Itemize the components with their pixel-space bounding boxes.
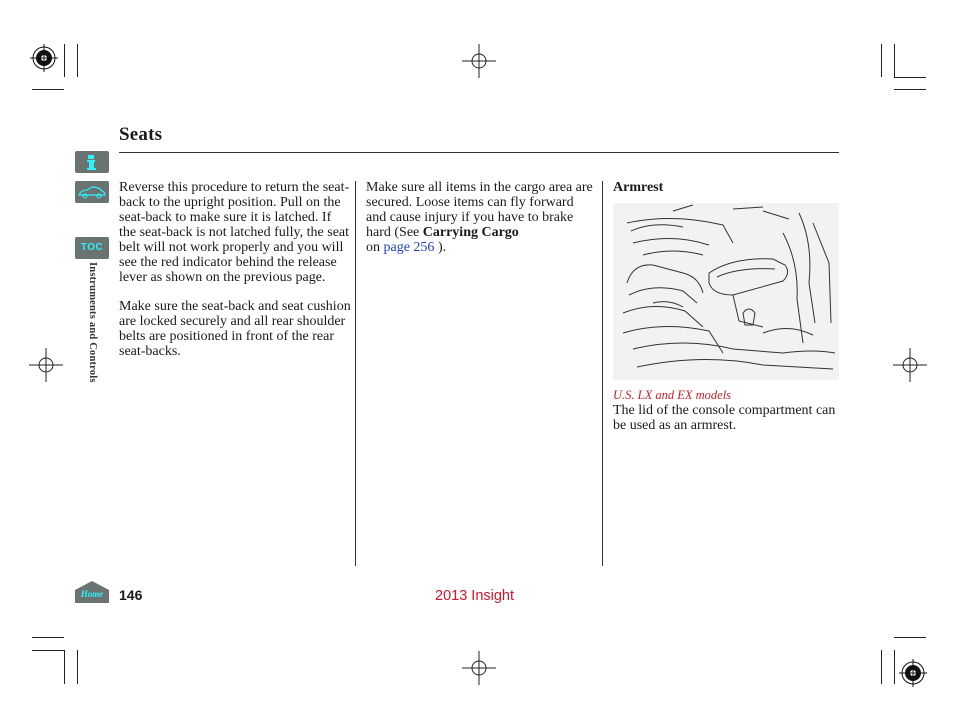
toc-label: TOC (80, 242, 104, 253)
car-button[interactable] (75, 181, 109, 203)
column-3 (613, 180, 839, 195)
column-divider (602, 181, 603, 566)
crosshair-icon (29, 348, 63, 382)
paragraph: The lid of the console compartment can be used as an armrest. (613, 403, 836, 433)
column-1 (119, 180, 351, 373)
crosshair-icon (893, 348, 927, 382)
page-link[interactable]: page 256 (383, 240, 435, 255)
home-label: Home (80, 589, 104, 599)
column-divider (355, 181, 356, 566)
toc-button[interactable] (75, 237, 109, 259)
section-side-label: Instruments and Controls (87, 262, 98, 383)
subsection-heading: Armrest (613, 180, 664, 195)
info-icon (75, 151, 109, 173)
cross-reference-title: Carrying Cargo (422, 225, 519, 240)
home-button[interactable] (74, 580, 110, 604)
paragraph: Make sure all items in the cargo area are secured. Loose items can fly forward and cause injury if you have to brake hard (See Carrying Cargo on page 256 ). (366, 180, 593, 255)
column-2 (366, 180, 596, 269)
armrest-illustration (613, 203, 839, 380)
info-button[interactable] (75, 151, 109, 173)
car-icon (75, 181, 109, 203)
page-title: Seats (119, 124, 163, 145)
paragraph: Reverse this procedure to return the seat-back to the upright position. Pull on the seat-back to make sure it is latched. If the seat-back is not latched fully, the seat belt will not work properly and you will see the red indicator behind the release lever as shown on the previous page. (119, 180, 350, 285)
footer-model: 2013 Insight (435, 588, 515, 604)
crosshair-icon (462, 651, 496, 685)
page-number: 146 (119, 587, 143, 603)
title-divider (119, 152, 839, 153)
paragraph: Make sure the seat-back and seat cushion are locked securely and all rear shoulder belts are positioned in front of the rear seat-backs. (119, 299, 351, 359)
registration-target-icon (30, 44, 58, 72)
crosshair-icon (462, 44, 496, 78)
column-3-text (613, 388, 839, 433)
model-caption: U.S. LX and EX models (613, 388, 732, 402)
registration-target-icon (899, 659, 927, 687)
